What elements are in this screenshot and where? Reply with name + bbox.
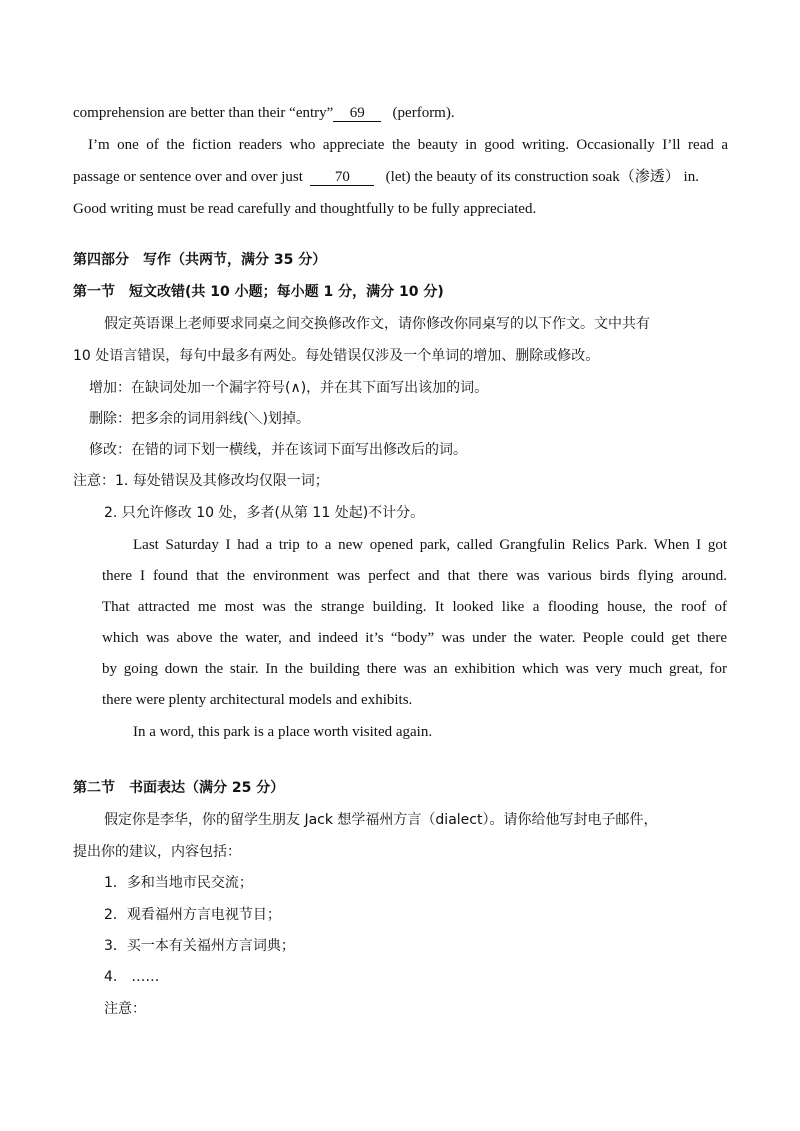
section2-heading: 第二节 书面表达（满分 25 分） — [73, 780, 285, 796]
note-label: 注意： — [104, 1001, 146, 1017]
part4-heading: 第四部分 写作（共两节，满分 35 分） — [73, 252, 327, 268]
rule-add: 增加：在缺词处加一个漏字符号(∧)，并在其下面写出该加的词。 — [89, 380, 489, 396]
section1-heading: 第一节 短文改错(共 10 小题；每小题 1 分，满分 10 分) — [73, 284, 444, 300]
essay-line: by going down the stair. In the building there was an exhibition which was very much great, for — [102, 661, 727, 677]
note-1: 注意：1. 每处错误及其修改均仅限一词； — [73, 473, 329, 489]
section1-instructions: 假定英语课上老师要求同桌之间交换修改作文，请你修改你同桌写的以下作文。文中共有 — [104, 316, 650, 332]
blank-69: 69 — [333, 105, 381, 122]
cloze-text: (perform). — [392, 105, 455, 121]
content-point: 3．买一本有关福州方言词典； — [104, 938, 295, 954]
essay-line: there I found that the environment was perfect and that there was various birds flying around. — [102, 568, 727, 584]
cloze-text: passage or sentence over and over just — [73, 169, 303, 185]
essay-line: In a word, this park is a place worth visited again. — [133, 724, 433, 740]
cloze-text: comprehension are better than their “entry” — [73, 105, 334, 121]
cloze-line-1 — [73, 103, 455, 123]
rule-delete: 删除：把多余的词用斜线(＼)划掉。 — [89, 411, 310, 427]
cloze-line-2: I’m one of the fiction readers who appreciate the beauty in good writing. Occasionally I’ll read a — [88, 137, 728, 153]
rule-modify: 修改：在错的词下划一横线，并在该词下面写出修改后的词。 — [89, 442, 467, 458]
section2-prompt: 假定你是李华，你的留学生朋友 Jack 想学福州方言（dialect）。请你给他写封电子邮件， — [104, 812, 658, 828]
section1-instructions-cont: 10 处语言错误，每句中最多有两处。每处错误仅涉及一个单词的增加、删除或修改。 — [73, 348, 600, 364]
cloze-line-3 — [73, 167, 699, 187]
cloze-line-4: Good writing must be read carefully and thoughtfully to be fully appreciated. — [73, 201, 537, 217]
content-point: 1．多和当地市民交流； — [104, 875, 253, 891]
essay-line: That attracted me most was the strange building. It looked like a flooding house, the roof of — [102, 599, 727, 615]
content-point: 4. …… — [104, 969, 160, 985]
section2-prompt-cont: 提出你的建议，内容包括： — [73, 844, 241, 860]
essay-line: which was above the water, and indeed it’s “body” was under the water. People could get there — [102, 630, 727, 646]
essay-line: there were plenty architectural models and exhibits. — [102, 692, 413, 708]
content-point: 2．观看福州方言电视节目； — [104, 907, 281, 923]
cloze-text: (let) the beauty of its construction soak（渗透） in. — [385, 169, 699, 185]
blank-70: 70 — [310, 169, 374, 186]
note-2: 2. 只允许修改 10 处，多者(从第 11 处起)不计分。 — [104, 505, 425, 521]
essay-line: Last Saturday I had a trip to a new opened park, called Grangfulin Relics Park. When I got — [133, 537, 727, 553]
